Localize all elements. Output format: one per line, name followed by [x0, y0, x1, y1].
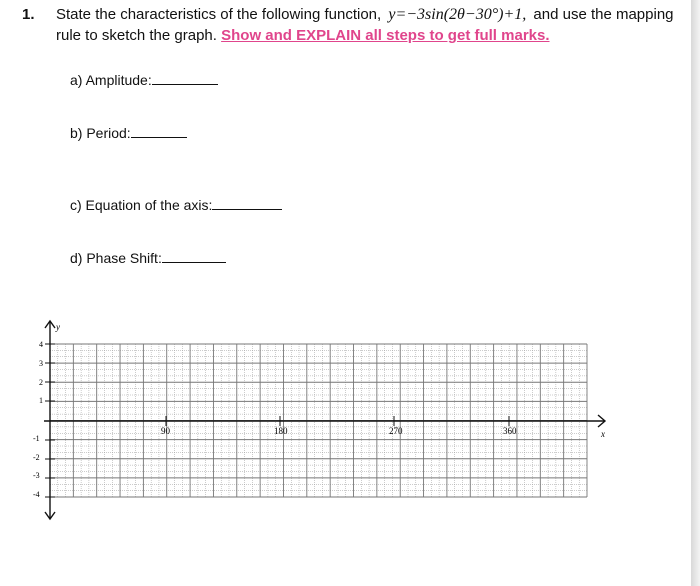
y-tick-4: 4	[39, 340, 43, 349]
x-tick-90: 90	[161, 426, 170, 436]
y-tick-3: 3	[39, 359, 43, 368]
part-b-label: b) Period:	[70, 125, 131, 141]
x-tick-360: 360	[503, 426, 517, 436]
y-tick-neg2: -2	[33, 453, 40, 462]
y-axis-label: y	[56, 322, 60, 332]
x-tick-180: 180	[274, 426, 288, 436]
question-text-before: State the characteristics of the following function,	[56, 6, 382, 23]
x-tick-270: 270	[389, 426, 403, 436]
part-a-label: a) Amplitude:	[70, 72, 152, 88]
question-formula: y=−3sin(2θ−30°)+1,	[388, 6, 527, 23]
y-tick-1: 1	[39, 396, 43, 405]
y-tick-neg3: -3	[33, 471, 40, 480]
question-number: 1.	[22, 6, 35, 23]
y-tick-neg4: -4	[33, 490, 40, 499]
y-tick-neg1: -1	[33, 434, 40, 443]
question-text-after: and use the mapping	[533, 6, 674, 23]
part-c-label: c) Equation of the axis:	[70, 197, 213, 213]
question-line-2-text: rule to sketch the graph.	[56, 27, 217, 44]
x-axis-label: x	[601, 429, 605, 439]
part-d-label: d) Phase Shift:	[70, 250, 162, 266]
scrollbar-edge	[691, 0, 700, 586]
y-tick-2: 2	[39, 378, 43, 387]
emphasis-instruction: Show and EXPLAIN all steps to get full marks.	[221, 27, 550, 44]
